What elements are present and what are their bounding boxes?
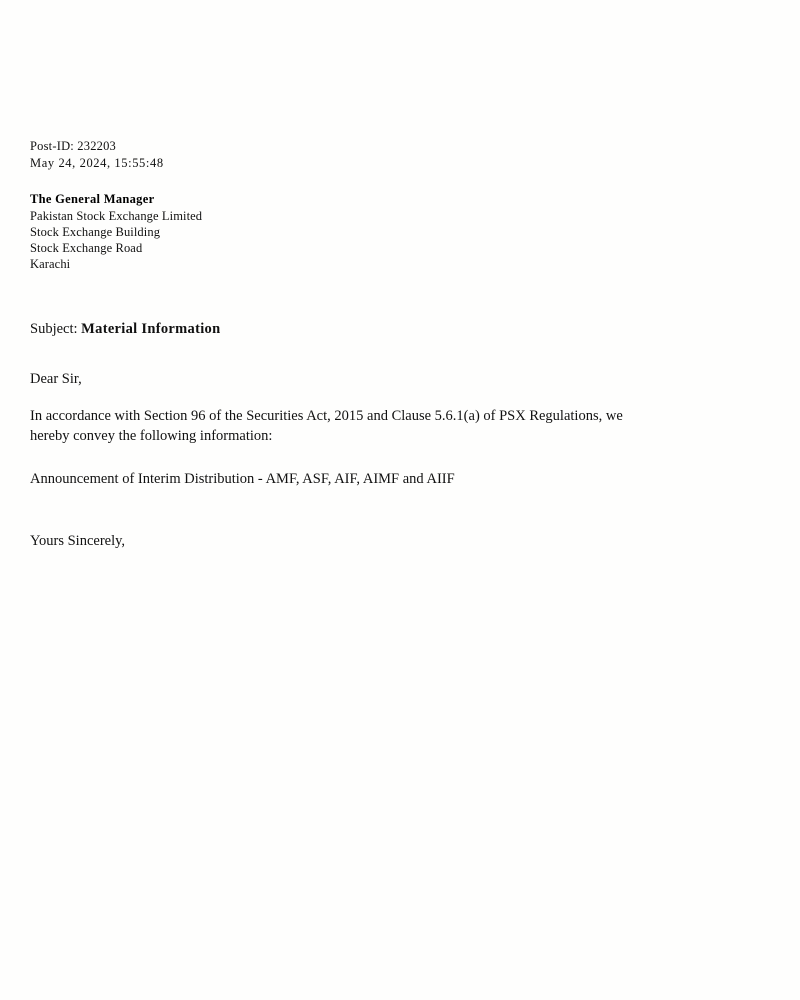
closing-line: Yours Sincerely, [30, 533, 126, 549]
post-id-line: Post-ID: 232203 [30, 139, 116, 153]
subject-value: Material Information [81, 321, 221, 337]
body-paragraph: In accordance with Section 96 of the Securities Act, 2015 and Clause 5.6.1(a) of PSX Regulations, we hereby convey the following information: [30, 408, 623, 444]
recipient-building: Stock Exchange Building [30, 225, 161, 239]
recipient-block [30, 191, 730, 272]
announcement-line: Announcement of Interim Distribution - AMF, ASF, AIF, AIMF and AIIF [30, 471, 455, 487]
subject-line [30, 320, 730, 339]
salutation: Dear Sir, [30, 371, 82, 387]
recipient-city: Karachi [30, 257, 71, 271]
recipient-organization: Pakistan Stock Exchange Limited [30, 209, 203, 223]
subject-label: Subject: [30, 321, 78, 337]
timestamp-line: May 24, 2024, 15:55:48 [30, 156, 164, 170]
letter-content [30, 138, 730, 551]
recipient-street: Stock Exchange Road [30, 241, 143, 255]
recipient-title: The General Manager [30, 192, 155, 206]
